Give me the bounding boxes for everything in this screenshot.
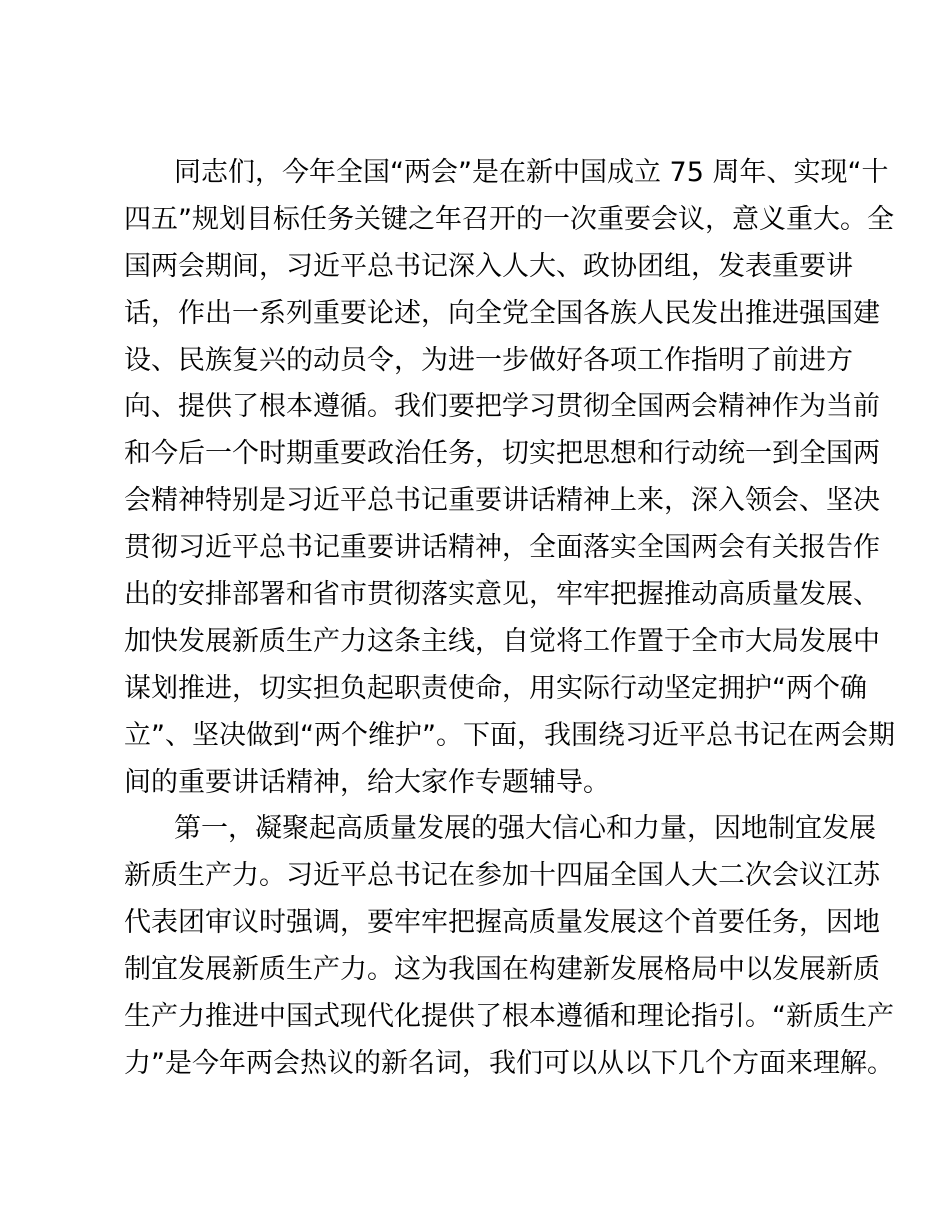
paragraph-1-line-14: 间的重要讲话精神，给大家作专题辅导。 bbox=[124, 766, 610, 798]
paragraph-1-line-5: 设、民族复兴的动员令，为进一步做好各项工作指明了前进方 bbox=[124, 344, 853, 376]
paragraph-1-line-3: 国两会期间，习近平总书记深入人大、政协团组，发表重要讲 bbox=[124, 250, 853, 282]
document-body bbox=[124, 150, 895, 1088]
paragraph-1-line-4: 话，作出一系列重要论述，向全党全国各族人民发出推进强国建 bbox=[124, 297, 880, 329]
paragraph-1-line-13: 立”、坚决做到“两个维护”。下面，我围绕习近平总书记在两会期 bbox=[124, 719, 895, 751]
paragraph-2-line-6: 力”是今年两会热议的新名词，我们可以从以下几个方面来理解。 bbox=[124, 1047, 894, 1079]
paragraph-2-line-1: 第一，凝聚起高质量发展的强大信心和力量，因地制宜发展 bbox=[174, 813, 876, 845]
paragraph-2-line-3: 代表团审议时强调，要牢牢把握高质量发展这个首要任务，因地 bbox=[124, 907, 880, 939]
paragraph-1-line-9: 贯彻习近平总书记重要讲话精神，全面落实全国两会有关报告作 bbox=[124, 532, 880, 564]
paragraph-2-line-2: 新质生产力。习近平总书记在参加十四届全国人大二次会议江苏 bbox=[124, 860, 880, 892]
paragraph-1-line-11: 加快发展新质生产力这条主线，自觉将工作置于全市大局发展中 bbox=[124, 625, 880, 657]
paragraph-1-line-1: 同志们，今年全国“两会”是在新中国成立 75 周年、实现“十 bbox=[174, 157, 889, 188]
paragraph-1-line-6: 向、提供了根本遵循。我们要把学习贯彻全国两会精神作为当前 bbox=[124, 391, 880, 423]
paragraph-1-line-2: 四五”规划目标任务关键之年召开的一次重要会议，意义重大。全 bbox=[124, 203, 894, 235]
paragraph-1-line-10: 出的安排部署和省市贯彻落实意见，牢牢把握推动高质量发展、 bbox=[124, 579, 880, 611]
paragraph-1-line-8: 会精神特别是习近平总书记重要讲话精神上来，深入领会、坚决 bbox=[124, 485, 880, 517]
paragraph-1-line-12: 谋划推进，切实担负起职责使命，用实际行动坚定拥护“两个确 bbox=[124, 672, 867, 704]
paragraph-2-line-4: 制宜发展新质生产力。这为我国在构建新发展格局中以发展新质 bbox=[124, 954, 880, 986]
paragraph-1-line-7: 和今后一个时期重要政治任务，切实把思想和行动统一到全国两 bbox=[124, 438, 880, 470]
paragraph-2-line-5: 生产力推进中国式现代化提供了根本遵循和理论指引。“新质生产 bbox=[124, 1001, 894, 1033]
